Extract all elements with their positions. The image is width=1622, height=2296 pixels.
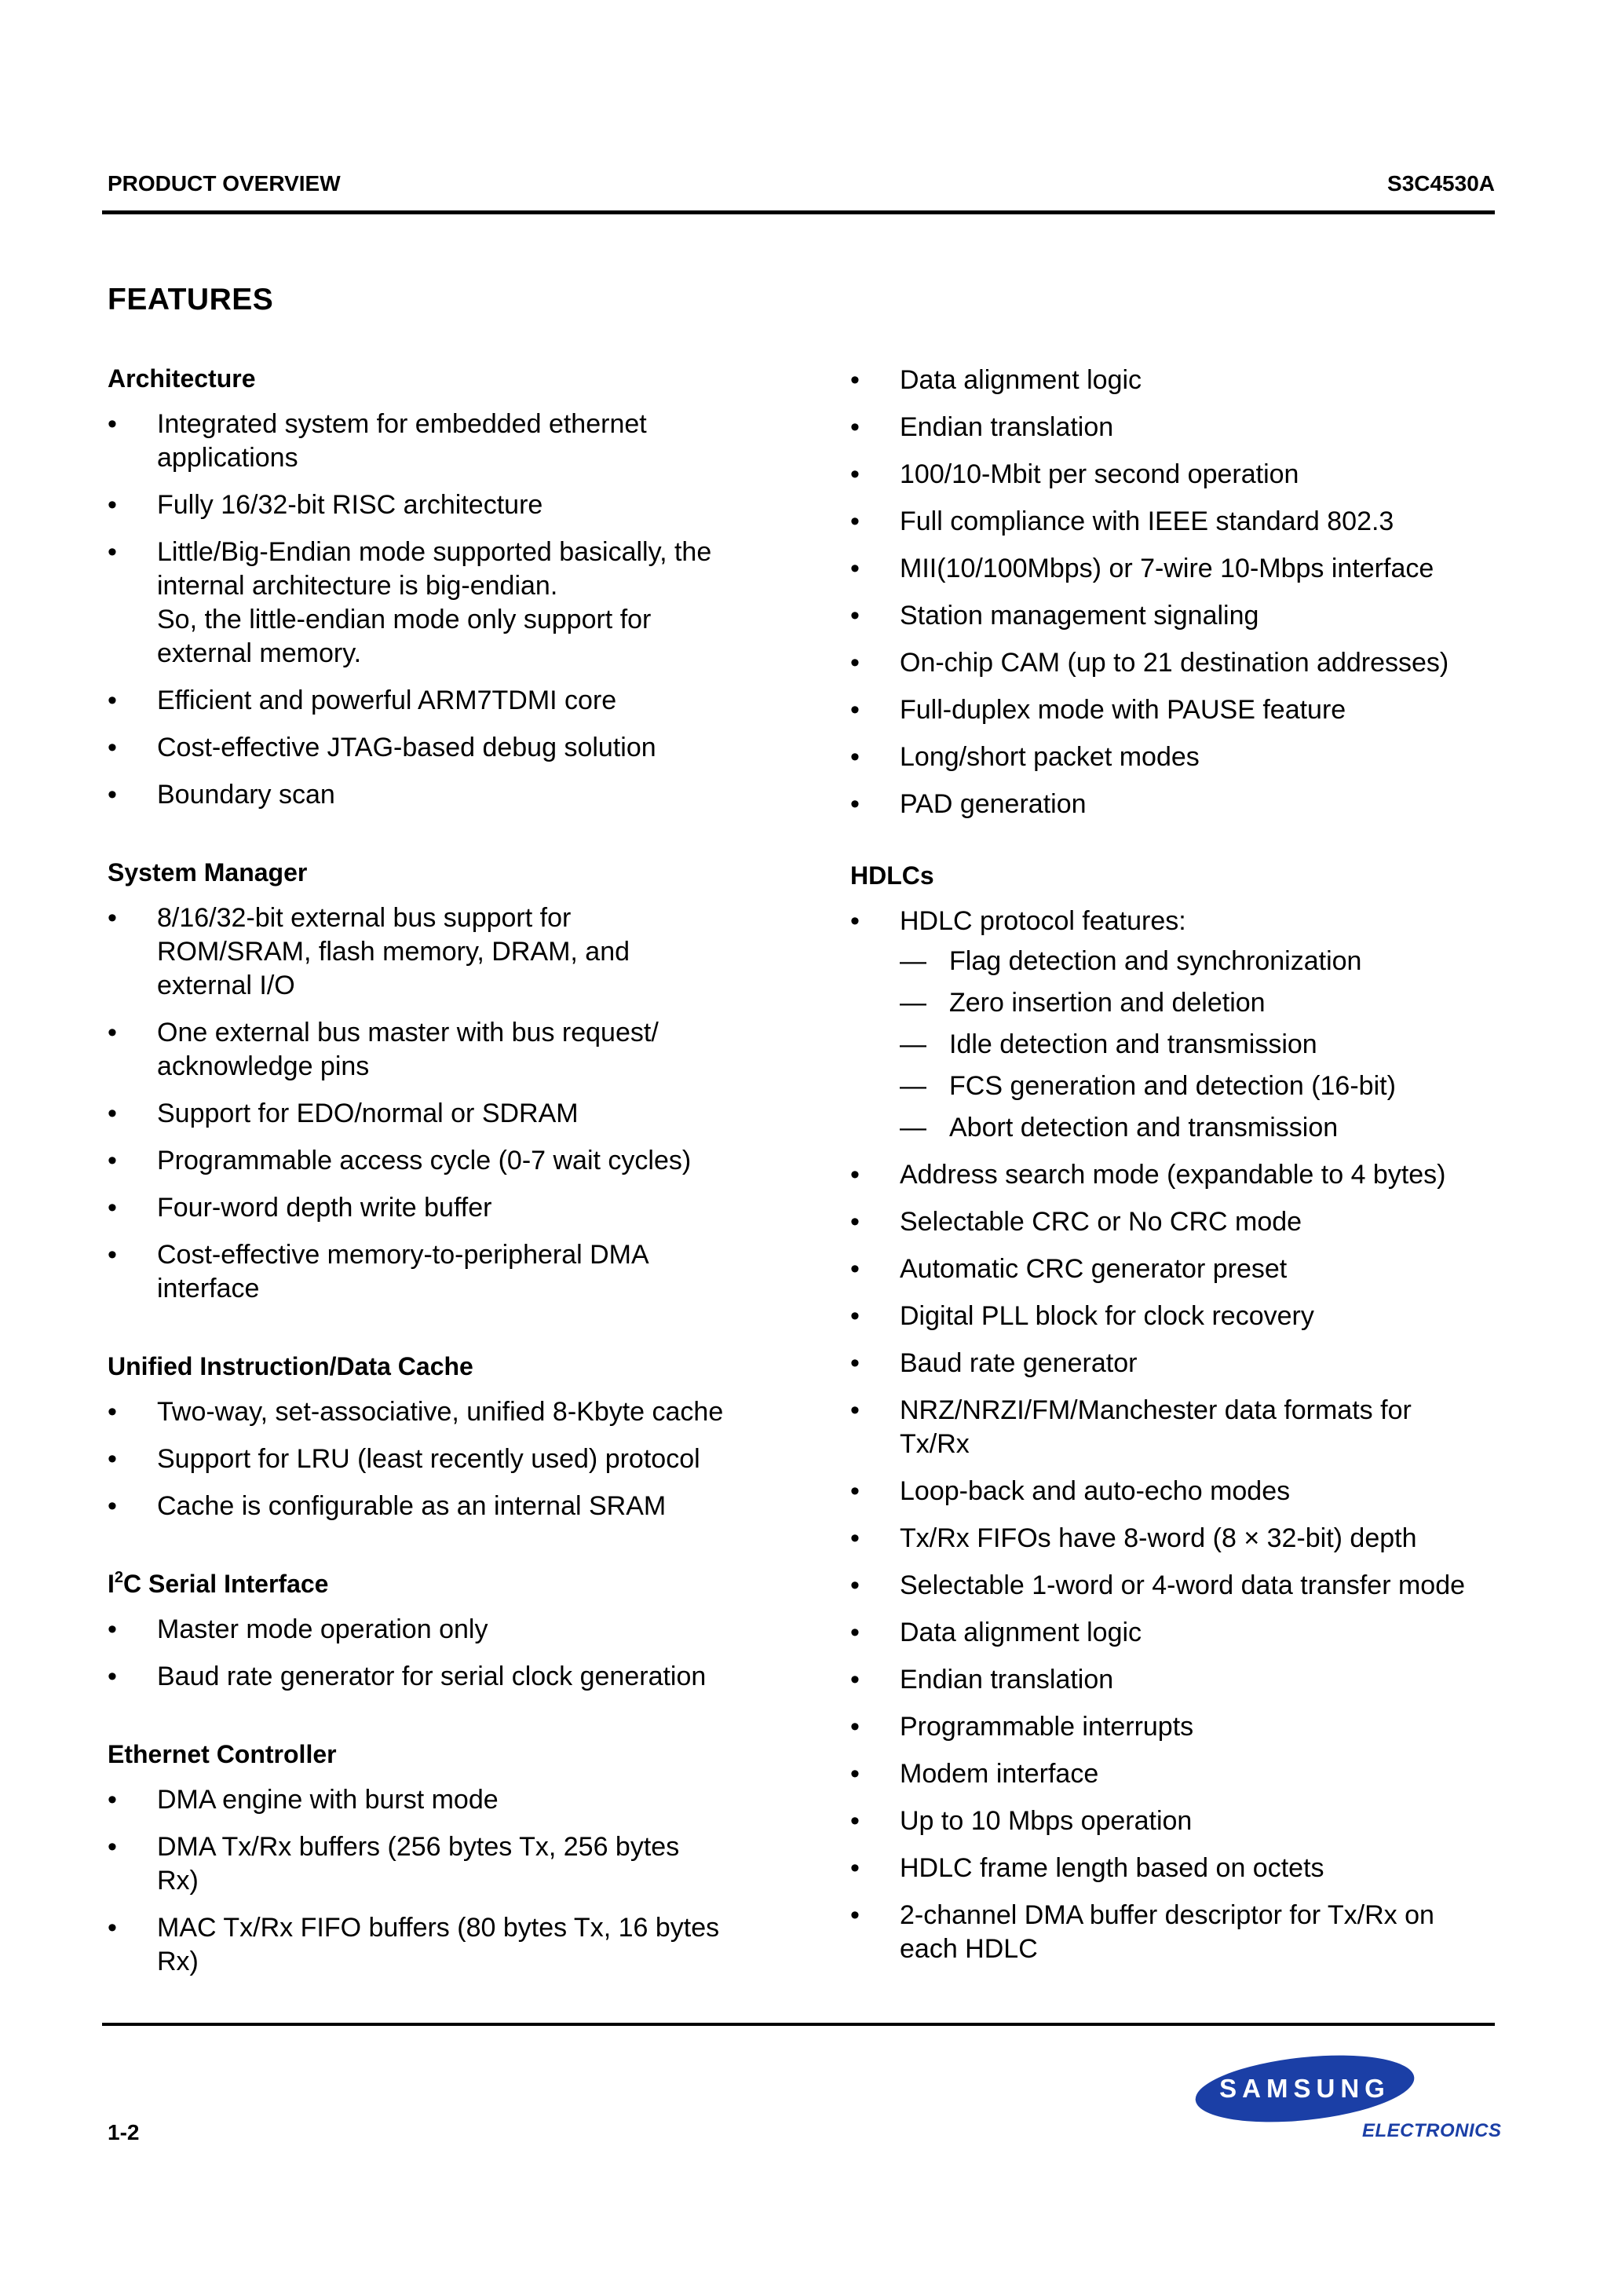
list-item: • Station management signaling [850, 599, 1502, 633]
bullet-icon: • [850, 1806, 860, 1836]
bullet-icon: • [850, 1618, 860, 1647]
bullet-icon: • [108, 1146, 117, 1175]
samsung-logo [1192, 2051, 1418, 2126]
section-heading: Unified Instruction/Data Cache [108, 1352, 473, 1380]
sub-list-item: — Abort detection and transmission [900, 1111, 1502, 1145]
list-item: • Little/Big-Endian mode supported basically, the internal architecture is big-endian. So, the little-endian mode only support for external memory. [108, 537, 712, 668]
feature-list [108, 1783, 759, 1979]
bullet-icon: • [850, 412, 860, 442]
bullet-icon: • [850, 1570, 860, 1600]
bullet-icon: • [850, 1348, 860, 1378]
bullet-icon: • [850, 695, 860, 725]
bullet-icon: • [850, 1523, 860, 1553]
list-item: • MII(10/100Mbps) or 7-wire 10-Mbps interface [850, 552, 1502, 586]
list-item: • One external bus master with bus request/ acknowledge pins [108, 1018, 659, 1081]
dash-icon: — [900, 1029, 926, 1059]
bullet-icon: • [850, 1395, 860, 1425]
header-section-title: PRODUCT OVERVIEW [108, 171, 341, 196]
list-item: • Four-word depth write buffer [108, 1191, 759, 1225]
bullet-icon: • [108, 1018, 117, 1047]
bullet-icon: • [850, 1301, 860, 1331]
bullet-icon: • [850, 1160, 860, 1190]
bullet-icon: • [850, 1712, 860, 1742]
logo-subtitle: ELECTRONICS [1362, 2120, 1502, 2141]
right-column [850, 364, 1502, 2012]
list-item: • On-chip CAM (up to 21 destination addresses) [850, 646, 1502, 680]
list-item: • Fully 16/32-bit RISC architecture [108, 488, 759, 522]
list-item: • Baud rate generator [850, 1347, 1502, 1380]
list-item: • Digital PLL block for clock recovery [850, 1300, 1502, 1333]
list-item: • Loop-back and auto-echo modes [850, 1475, 1502, 1508]
page-number: 1-2 [108, 2120, 140, 2144]
section-heading: Ethernet Controller [108, 1740, 337, 1768]
section-cache [108, 1351, 759, 1523]
section-ethernet-continued [850, 364, 1502, 821]
bullet-icon: • [108, 1193, 117, 1223]
feature-list [108, 1613, 759, 1694]
section-heading: Architecture [108, 364, 256, 393]
bullet-icon: • [108, 780, 117, 810]
list-item: • Endian translation [850, 411, 1502, 444]
list-item: • Selectable 1-word or 4-word data transfer mode [850, 1569, 1502, 1603]
list-item: • Endian translation [850, 1663, 1502, 1697]
list-item: • Support for LRU (least recently used) protocol [108, 1442, 759, 1476]
feature-list [108, 901, 759, 1306]
list-item: • Up to 10 Mbps operation [850, 1804, 1502, 1838]
list-item: • Cost-effective JTAG-based debug solution [108, 731, 759, 765]
dash-icon: — [900, 1113, 926, 1143]
bullet-icon: • [108, 1832, 117, 1862]
list-item: • Selectable CRC or No CRC mode [850, 1205, 1502, 1239]
section-system-manager [108, 857, 759, 1306]
bullet-icon: • [108, 1397, 117, 1427]
bullet-icon: • [108, 1491, 117, 1521]
feature-list [108, 408, 759, 812]
list-item: • Boundary scan [108, 778, 759, 812]
bullet-icon: • [108, 490, 117, 520]
list-item: • Automatic CRC generator preset [850, 1252, 1502, 1286]
bullet-icon: • [850, 1665, 860, 1695]
logo-wordmark: SAMSUNG [1219, 2074, 1390, 2103]
list-item: • Integrated system for embedded ethernet applications [108, 409, 647, 473]
dash-icon: — [900, 988, 926, 1018]
bullet-icon: • [850, 789, 860, 819]
section-architecture [108, 364, 759, 812]
bullet-icon: • [108, 537, 117, 567]
page-title: FEATURES [108, 283, 274, 316]
list-item: • Modem interface [850, 1757, 1502, 1791]
bullet-icon: • [850, 906, 860, 936]
header-part-number: S3C4530A [1387, 171, 1495, 196]
sub-list-item: — Idle detection and transmission [900, 1028, 1502, 1062]
bullet-icon: • [850, 506, 860, 536]
dash-icon: — [900, 1071, 926, 1101]
section-ethernet-controller [108, 1739, 759, 1979]
bullet-icon: • [108, 1614, 117, 1644]
list-item: • MAC Tx/Rx FIFO buffers (80 bytes Tx, 16 bytes Rx) [108, 1913, 720, 1976]
bullet-icon: • [850, 601, 860, 631]
bullet-icon: • [850, 1207, 860, 1237]
feature-list [108, 1395, 759, 1523]
feature-list [850, 364, 1502, 821]
sub-list-item: — FCS generation and detection (16-bit) [900, 1069, 1502, 1103]
list-item: • Two-way, set-associative, unified 8-Kbyte cache [108, 1395, 759, 1429]
footer-rule [102, 2023, 1495, 2026]
list-item: • PAD generation [850, 788, 1502, 821]
bullet-icon: • [850, 1476, 860, 1506]
list-item: • Cost-effective memory-to-peripheral DMA interface [108, 1240, 649, 1303]
bullet-icon: • [850, 554, 860, 583]
list-item: • Data alignment logic [850, 364, 1502, 397]
protocol-sublist [900, 945, 1502, 1145]
dash-icon: — [900, 946, 926, 976]
section-heading: $I^2C$ Serial Interface [108, 1569, 329, 1598]
list-item: • Full compliance with IEEE standard 802.3 [850, 505, 1502, 539]
bullet-icon: • [108, 1444, 117, 1474]
list-item: • Cache is configurable as an internal SRAM [108, 1490, 759, 1523]
list-item: • 8/16/32-bit external bus support for ROM/SRAM, flash memory, DRAM, and external I/O [108, 903, 630, 1000]
list-item: • Full-duplex mode with PAUSE feature [850, 693, 1502, 727]
section-heading: System Manager [108, 858, 308, 887]
bullet-icon: • [850, 365, 860, 395]
list-item: • Master mode operation only [108, 1613, 759, 1647]
bullet-icon: • [108, 733, 117, 762]
bullet-icon: • [850, 742, 860, 772]
feature-list [850, 905, 1502, 1966]
section-i2c [108, 1569, 759, 1694]
bullet-icon: • [108, 1099, 117, 1128]
list-item: • Long/short packet modes [850, 740, 1502, 774]
list-item: • HDLC protocol features: — Flag detection and synchronization — Zero insertion and deletion — Idle detection and transmission — FCS generation and detection (16-bit) — Abort detection and transmission [850, 905, 1502, 1145]
header-rule [102, 210, 1495, 214]
bullet-icon: • [850, 648, 860, 678]
list-item: • DMA engine with burst mode [108, 1783, 759, 1817]
list-item: • 2-channel DMA buffer descriptor for Tx/Rx on each HDLC [850, 1900, 1434, 1964]
bullet-icon: • [850, 459, 860, 489]
bullet-icon: • [108, 1662, 117, 1691]
list-item: • Programmable interrupts [850, 1710, 1502, 1744]
bullet-icon: • [108, 1785, 117, 1815]
list-item: • Programmable access cycle (0-7 wait cycles) [108, 1144, 759, 1178]
list-item: • HDLC frame length based on octets [850, 1852, 1502, 1885]
list-item: • DMA Tx/Rx buffers (256 bytes Tx, 256 bytes Rx) [108, 1832, 680, 1896]
list-item: • NRZ/NRZI/FM/Manchester data formats for Tx/Rx [850, 1395, 1412, 1459]
bullet-icon: • [850, 1759, 860, 1789]
bullet-icon: • [108, 409, 117, 439]
bullet-icon: • [108, 1240, 117, 1270]
list-item: • Data alignment logic [850, 1616, 1502, 1650]
list-item: • Address search mode (expandable to 4 bytes) [850, 1158, 1502, 1192]
list-item: • Tx/Rx FIFOs have 8-word (8 × 32-bit) depth [850, 1522, 1502, 1556]
sub-list-item: — Flag detection and synchronization [900, 945, 1502, 978]
list-item: • Baud rate generator for serial clock generation [108, 1660, 759, 1694]
list-item: • Efficient and powerful ARM7TDMI core [108, 684, 759, 718]
list-item: • Support for EDO/normal or SDRAM [108, 1097, 759, 1131]
list-item: • 100/10-Mbit per second operation [850, 458, 1502, 492]
sub-list-item: — Zero insertion and deletion [900, 986, 1502, 1020]
bullet-icon: • [108, 686, 117, 715]
bullet-icon: • [850, 1900, 860, 1930]
bullet-icon: • [850, 1254, 860, 1284]
bullet-icon: • [108, 1913, 117, 1943]
left-column [108, 364, 759, 2024]
section-hdlcs [850, 861, 1502, 1966]
bullet-icon: • [850, 1853, 860, 1883]
bullet-icon: • [108, 903, 117, 933]
section-heading: HDLCs [850, 861, 934, 890]
